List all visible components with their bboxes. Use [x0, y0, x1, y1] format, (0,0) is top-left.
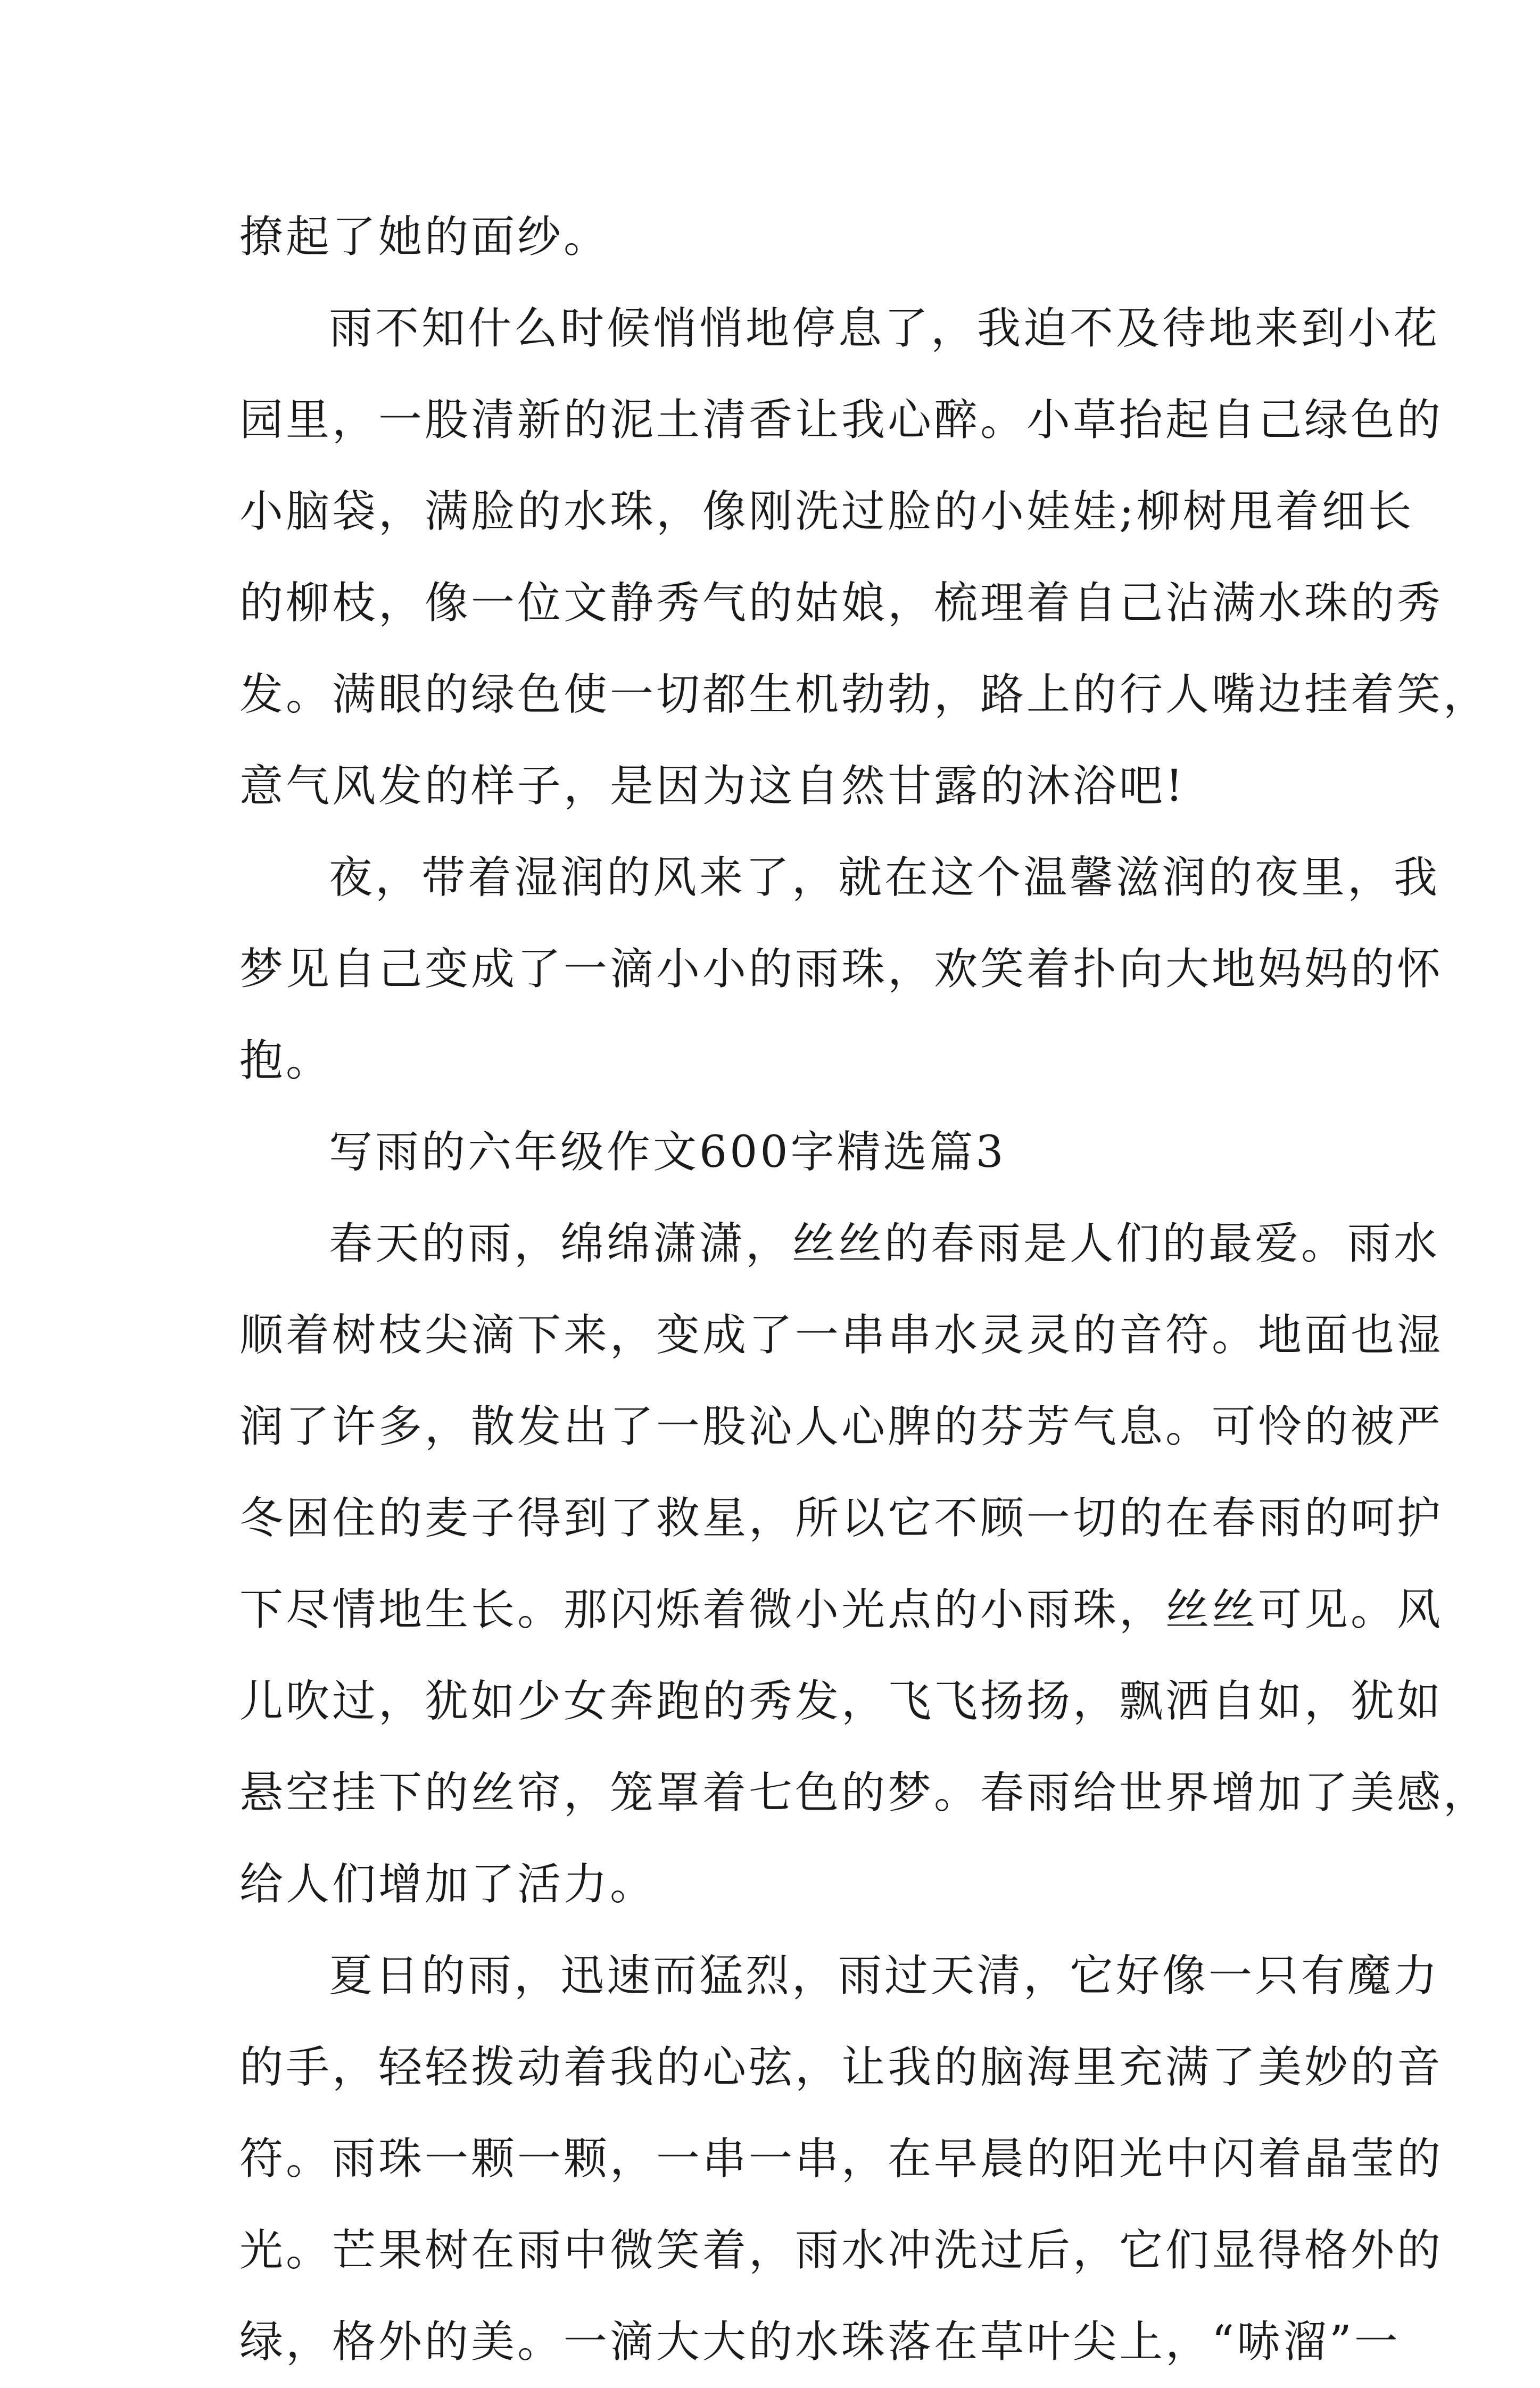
text-line: 润了许多，散发出了一股沁人心脾的芬芳气息。可怜的被严: [239, 1402, 1444, 1452]
section-heading: 写雨的六年级作文600字精选篇3: [329, 1127, 1006, 1178]
text-line: 悬空挂下的丝帘，笼罩着七色的梦。春雨给世界增加了美感，: [239, 1768, 1490, 1818]
text-line: 发。满眼的绿色使一切都生机勃勃，路上的行人嘴边挂着笑，: [239, 669, 1490, 720]
text-line: 顺着树枝尖滴下来，变成了一串串水灵灵的音符。地面也湿: [239, 1310, 1444, 1361]
text-line: 撩起了她的面纱。: [239, 212, 610, 262]
text-line: 儿吹过，犹如少女奔跑的秀发，飞飞扬扬，飘洒自如，犹如: [239, 1676, 1444, 1727]
text-line: 光。芒果树在雨中微笑着，雨水冲洗过后，它们显得格外的: [239, 2225, 1444, 2276]
text-line: 下尽情地生长。那闪烁着微小光点的小雨珠，丝丝可见。风: [239, 1585, 1444, 1635]
text-line: 绿，格外的美。一滴大大的水珠落在草叶尖上，“哧溜”一: [239, 2317, 1401, 2367]
text-line: 梦见自己变成了一滴小小的雨珠，欢笑着扑向大地妈妈的怀: [239, 944, 1444, 994]
text-line: 符。雨珠一颗一颗，一串一串，在早晨的阳光中闪着晶莹的: [239, 2134, 1444, 2184]
paragraph-start-line: 雨不知什么时候悄悄地停息了，我迫不及待地来到小花: [329, 303, 1440, 354]
text-line: 小脑袋，满脸的水珠，像刚洗过脸的小娃娃;柳树甩着细长: [239, 486, 1414, 537]
text-line: 抱。: [239, 1035, 333, 1086]
text-line: 的手，轻轻拨动着我的心弦，让我的脑海里充满了美妙的音: [239, 2042, 1444, 2093]
text-line: 园里，一股清新的泥土清香让我心醉。小草抬起自己绿色的: [239, 395, 1444, 445]
paragraph-start-line: 春天的雨，绵绵潇潇，丝丝的春雨是人们的最爱。雨水: [329, 1218, 1440, 1269]
text-line: 意气风发的样子，是因为这自然甘露的沐浴吧!: [239, 761, 1186, 811]
text-line: 冬困住的麦子得到了救星，所以它不顾一切的在春雨的呵护: [239, 1493, 1444, 1544]
text-line: 给人们增加了活力。: [239, 1859, 657, 1910]
paragraph-start-line: 夜，带着湿润的风来了，就在这个温馨滋润的夜里，我: [329, 852, 1440, 903]
text-line: 的柳枝，像一位文静秀气的姑娘，梳理着自己沾满水珠的秀: [239, 578, 1444, 628]
paragraph-start-line: 夏日的雨，迅速而猛烈，雨过天清，它好像一只有魔力: [329, 1951, 1440, 2001]
document-body: [239, 192, 1490, 2388]
